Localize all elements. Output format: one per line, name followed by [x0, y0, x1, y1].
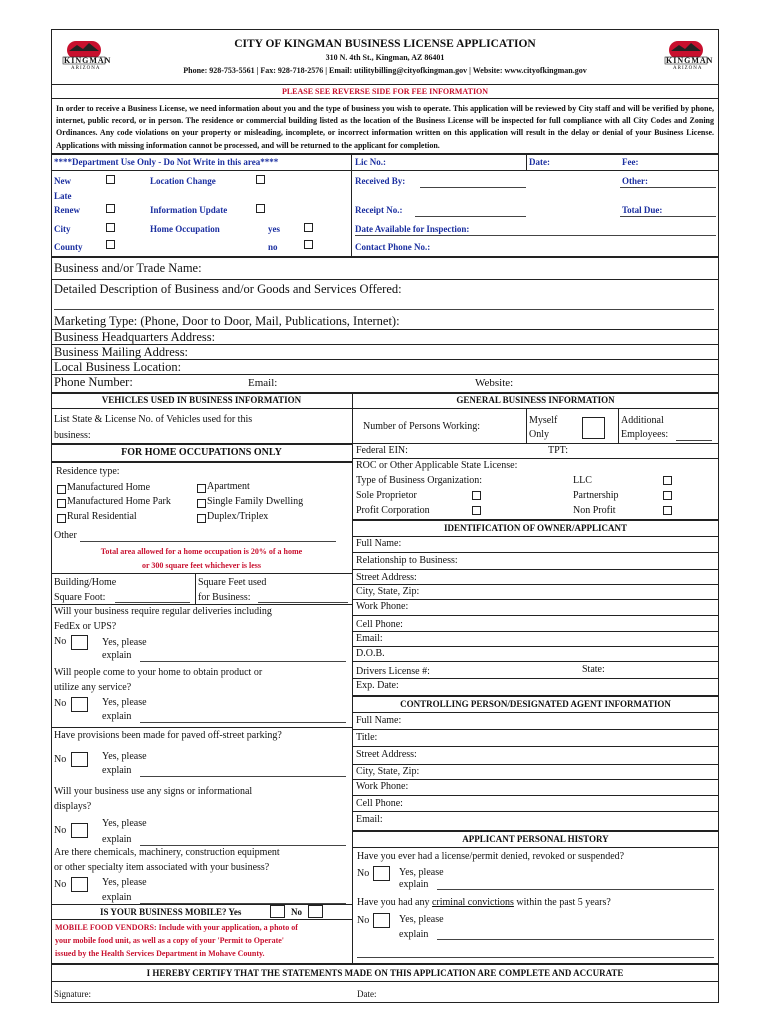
label-duplex: Duplex/Triplex — [207, 511, 269, 522]
owner-relationship: Relationship to Business: — [356, 555, 458, 566]
business-description: Detailed Description of Business and/or Goods and Services Offered: — [54, 282, 402, 296]
signature-date-label: Date: — [357, 989, 377, 999]
city-contact: Phone: 928-753-5561 | Fax: 928-718-2576 | Email: utilitybilling@cityofkingman.gov | Website: www.cityofkingman.gov — [183, 66, 587, 75]
sole-proprietor-label: Sole Proprietor — [356, 490, 417, 501]
city-address: 310 N. 4th St., Kingman, AZ 86401 — [325, 53, 445, 62]
type-org-label: Type of Business Organization: — [356, 475, 483, 486]
label-other: Other: — [622, 176, 648, 186]
signs-yes-label: Yes, please — [102, 818, 147, 829]
owner-street: Street Address: — [356, 572, 417, 583]
owner-dob: D.O.B. — [356, 648, 385, 659]
checkbox-nonprofit[interactable] — [663, 506, 672, 515]
checkbox-llc[interactable] — [663, 476, 672, 485]
marketing-type: Marketing Type: (Phone, Door to Door, Mail, Publications, Internet): — [54, 314, 400, 328]
checkbox-history-q2-no[interactable] — [373, 913, 390, 928]
business-email: Email: — [248, 377, 278, 389]
history-q1-yes-label: Yes, please — [399, 867, 444, 878]
label-new: New — [54, 176, 71, 186]
checkbox-deliveries-no[interactable] — [71, 635, 88, 650]
owner-email: Email: — [356, 633, 383, 644]
history-heading: APPLICANT PERSONAL HISTORY — [462, 834, 609, 844]
signs-q2: displays? — [54, 801, 92, 812]
deliveries-yes-label: Yes, please — [102, 637, 147, 648]
chem-explain-label: explain — [102, 892, 132, 903]
parking-q: Have provisions been made for paved off-street parking? — [54, 730, 282, 741]
agent-title: Title: — [356, 732, 378, 743]
agent-email: Email: — [356, 814, 383, 825]
owner-full-name: Full Name: — [356, 538, 402, 549]
checkbox-chem-no[interactable] — [71, 877, 88, 892]
people-explain-label: explain — [102, 711, 132, 722]
vehicles-heading: VEHICLES USED IN BUSINESS INFORMATION — [101, 395, 302, 405]
label-total-due: Total Due: — [622, 205, 663, 215]
tpt-label: TPT: — [548, 445, 569, 456]
form-title: CITY OF KINGMAN BUSINESS LICENSE APPLICATION — [234, 38, 536, 50]
label-city: City — [54, 224, 71, 234]
chem-yes-label: Yes, please — [102, 877, 147, 888]
chem-q1: Are there chemicals, machinery, construction equipment — [54, 847, 280, 858]
label-single-family: Single Family Dwelling — [207, 496, 304, 507]
business-trade-name: Business and/or Trade Name: — [54, 261, 202, 275]
checkbox-partnership[interactable] — [663, 491, 672, 500]
label-late: Late — [54, 191, 72, 201]
business-website: Website: — [475, 377, 514, 389]
checkbox-manufactured-park[interactable] — [57, 499, 66, 508]
roc-label: ROC or Other Applicable State License: — [356, 460, 518, 471]
checkbox-city[interactable] — [106, 223, 115, 232]
checkbox-signs-no[interactable] — [71, 823, 88, 838]
only-label: Only — [529, 429, 549, 440]
label-apartment: Apartment — [207, 481, 250, 492]
checkbox-mobile-no[interactable] — [308, 905, 323, 918]
persons-working-label: Number of Persons Working: — [363, 421, 481, 432]
checkbox-mobile-yes[interactable] — [270, 905, 285, 918]
label-location-change: Location Change — [150, 176, 216, 186]
owner-dl-state: State: — [582, 664, 605, 675]
checkbox-home-yes[interactable] — [304, 223, 313, 232]
checkbox-duplex[interactable] — [197, 514, 206, 523]
chem-q2: or other specialty item associated with your business? — [54, 862, 270, 873]
checkbox-myself-only[interactable] — [582, 417, 605, 439]
owner-city: City, State, Zip: — [356, 586, 420, 597]
label-received-by: Received By: — [355, 176, 406, 186]
checkbox-county[interactable] — [106, 240, 115, 249]
mailing-address: Business Mailing Address: — [54, 345, 189, 359]
checkbox-apartment[interactable] — [197, 484, 206, 493]
mobile-question: IS YOUR BUSINESS MOBILE? Yes — [100, 907, 242, 917]
people-q2: utilize any service? — [54, 682, 132, 693]
dept-use-only: ****Department Use Only - Do Not Write in this area**** — [54, 157, 279, 167]
checkbox-single-family[interactable] — [197, 499, 206, 508]
parking-yes-label: Yes, please — [102, 751, 147, 762]
deliveries-q1: Will your business require regular deliveries including — [54, 606, 272, 617]
label-contact-phone: Contact Phone No.: — [355, 242, 431, 252]
label-other-residence: Other — [54, 530, 77, 541]
intro-paragraph: In order to receive a Business License, we need information about you and the type of business you wish to operate. This application will be reviewed by City staff and will be verified by phone, internet, public record, or in person. The residence or commercial building listed as the location of the Business License will be inspected for full compliance with all City Codes and Zoning Ordinances. Any code violations on your property or misleading, incomplete, or incorrect information written on this application will result in the delay or denial of your Business License. Applications with missing information cannot be processed, and will be returned to the applicant for completion. — [56, 104, 714, 150]
checkbox-profit-corp[interactable] — [472, 506, 481, 515]
checkbox-home-no[interactable] — [304, 240, 313, 249]
vehicles-line1: List State & License No. of Vehicles used for this — [54, 414, 253, 425]
vendor-note-1: MOBILE FOOD VENDORS: Include with your application, a photo of — [55, 923, 298, 932]
label-receipt-no: Receipt No.: — [355, 205, 403, 215]
llc-label: LLC — [573, 475, 592, 486]
deliveries-q2: FedEx or UPS? — [54, 621, 117, 632]
checkbox-history-q1-no[interactable] — [373, 866, 390, 881]
agent-full-name: Full Name: — [356, 715, 402, 726]
owner-exp-date: Exp. Date: — [356, 680, 399, 691]
label-no: no — [268, 242, 278, 252]
home-heading: FOR HOME OCCUPATIONS ONLY — [121, 447, 282, 458]
agent-work-phone: Work Phone: — [356, 781, 409, 792]
nonprofit-label: Non Profit — [573, 505, 616, 516]
logo-text-right: KINGMAN — [666, 56, 714, 65]
agent-heading: CONTROLLING PERSON/DESIGNATED AGENT INFORMATION — [400, 699, 671, 709]
partnership-label: Partnership — [573, 490, 619, 501]
profit-corp-label: Profit Corporation — [356, 505, 430, 516]
signature-label: Signature: — [54, 989, 91, 999]
signs-no-label: No — [54, 825, 67, 836]
agent-street: Street Address: — [356, 749, 417, 760]
label-lic-no: Lic No.: — [355, 157, 386, 167]
owner-cell: Cell Phone: — [356, 619, 403, 630]
label-manufactured-home: Manufactured Home — [67, 482, 151, 493]
logo-sub-right: ARIZONA — [673, 66, 703, 71]
label-information-update: Information Update — [150, 205, 228, 215]
chem-no-label: No — [54, 879, 67, 890]
building-home-label: Building/Home — [54, 577, 117, 588]
logo-sub-left: ARIZONA — [71, 66, 101, 71]
checkbox-rural[interactable] — [57, 514, 66, 523]
sqft-used-label: Square Feet used — [198, 577, 267, 588]
checkbox-manufactured-home[interactable] — [57, 485, 66, 494]
agent-city: City, State, Zip: — [356, 766, 420, 777]
myself-label: Myself — [529, 415, 558, 426]
certification: I HEREBY CERTIFY THAT THE STATEMENTS MADE ON THIS APPLICATION ARE COMPLETE AND ACCURATE — [146, 968, 624, 978]
history-q2-explain-label: explain — [399, 929, 429, 940]
history-q1: Have you ever had a license/permit denied, revoked or suspended? — [357, 851, 625, 862]
signs-explain-label: explain — [102, 834, 132, 845]
history-q2-yes-label: Yes, please — [399, 914, 444, 925]
hq-address: Business Headquarters Address: — [54, 330, 216, 344]
sqft-business-label: for Business: — [198, 592, 251, 603]
agent-cell: Cell Phone: — [356, 798, 403, 809]
parking-no-label: No — [54, 754, 67, 765]
owner-heading: IDENTIFICATION OF OWNER/APPLICANT — [443, 523, 627, 533]
deliveries-explain-label: explain — [102, 650, 132, 661]
deliveries-no-label: No — [54, 636, 67, 647]
employees-label: Employees: — [621, 429, 669, 440]
label-office-date: Date: — [529, 157, 550, 167]
total-area-note-2: or 300 square feet whichever is less — [141, 561, 262, 570]
history-q1-explain-label: explain — [399, 879, 429, 890]
checkbox-renew[interactable] — [106, 204, 115, 213]
label-yes: yes — [268, 224, 280, 234]
checkbox-information-update[interactable] — [256, 204, 265, 213]
checkbox-parking-no[interactable] — [71, 752, 88, 767]
label-date-inspection: Date Available for Inspection: — [355, 224, 470, 234]
signs-q1: Will your business use any signs or informational — [54, 786, 253, 797]
mobile-no-label: No — [291, 907, 302, 917]
history-q1-no-label: No — [357, 868, 370, 879]
phone-number: Phone Number: — [54, 375, 133, 389]
checkbox-sole-proprietor[interactable] — [472, 491, 481, 500]
residence-type: Residence type: — [56, 466, 120, 477]
vendor-note-3: issued by the Health Services Department in Mohave County. — [55, 949, 265, 958]
people-q1: Will people come to your home to obtain product or — [54, 667, 263, 678]
total-area-note-1: Total area allowed for a home occupation is 20% of a home — [100, 547, 303, 556]
vendor-note-2: your mobile food unit, as well as a copy of your 'Permit to Operate' — [55, 936, 285, 945]
label-rural: Rural Residential — [67, 511, 137, 522]
vehicles-line2: business: — [54, 430, 91, 441]
checkbox-new[interactable] — [106, 175, 115, 184]
people-no-label: No — [54, 698, 67, 709]
building-sqft-label: Square Foot: — [54, 592, 106, 603]
label-home-occupation: Home Occupation — [150, 224, 220, 234]
owner-drivers-license: Drivers License #: — [356, 666, 430, 677]
federal-ein-label: Federal EIN: — [356, 445, 408, 456]
reverse-side-note: PLEASE SEE REVERSE SIDE FOR FEE INFORMATION — [281, 87, 489, 96]
history-q2: Have you had any criminal convictions within the past 5 years? — [357, 897, 611, 908]
additional-label: Additional — [621, 415, 664, 426]
parking-explain-label: explain — [102, 765, 132, 776]
label-county: County — [54, 242, 83, 252]
checkbox-people-no[interactable] — [71, 697, 88, 712]
label-manufactured-park: Manufactured Home Park — [67, 496, 171, 507]
checkbox-location-change[interactable] — [256, 175, 265, 184]
local-location: Local Business Location: — [54, 360, 182, 374]
label-fee: Fee: — [622, 157, 639, 167]
people-yes-label: Yes, please — [102, 697, 147, 708]
label-renew: Renew — [54, 205, 80, 215]
owner-work-phone: Work Phone: — [356, 601, 409, 612]
logo-text-left: KINGMAN — [64, 56, 112, 65]
history-q2-no-label: No — [357, 915, 370, 926]
general-heading: GENERAL BUSINESS INFORMATION — [456, 395, 615, 405]
